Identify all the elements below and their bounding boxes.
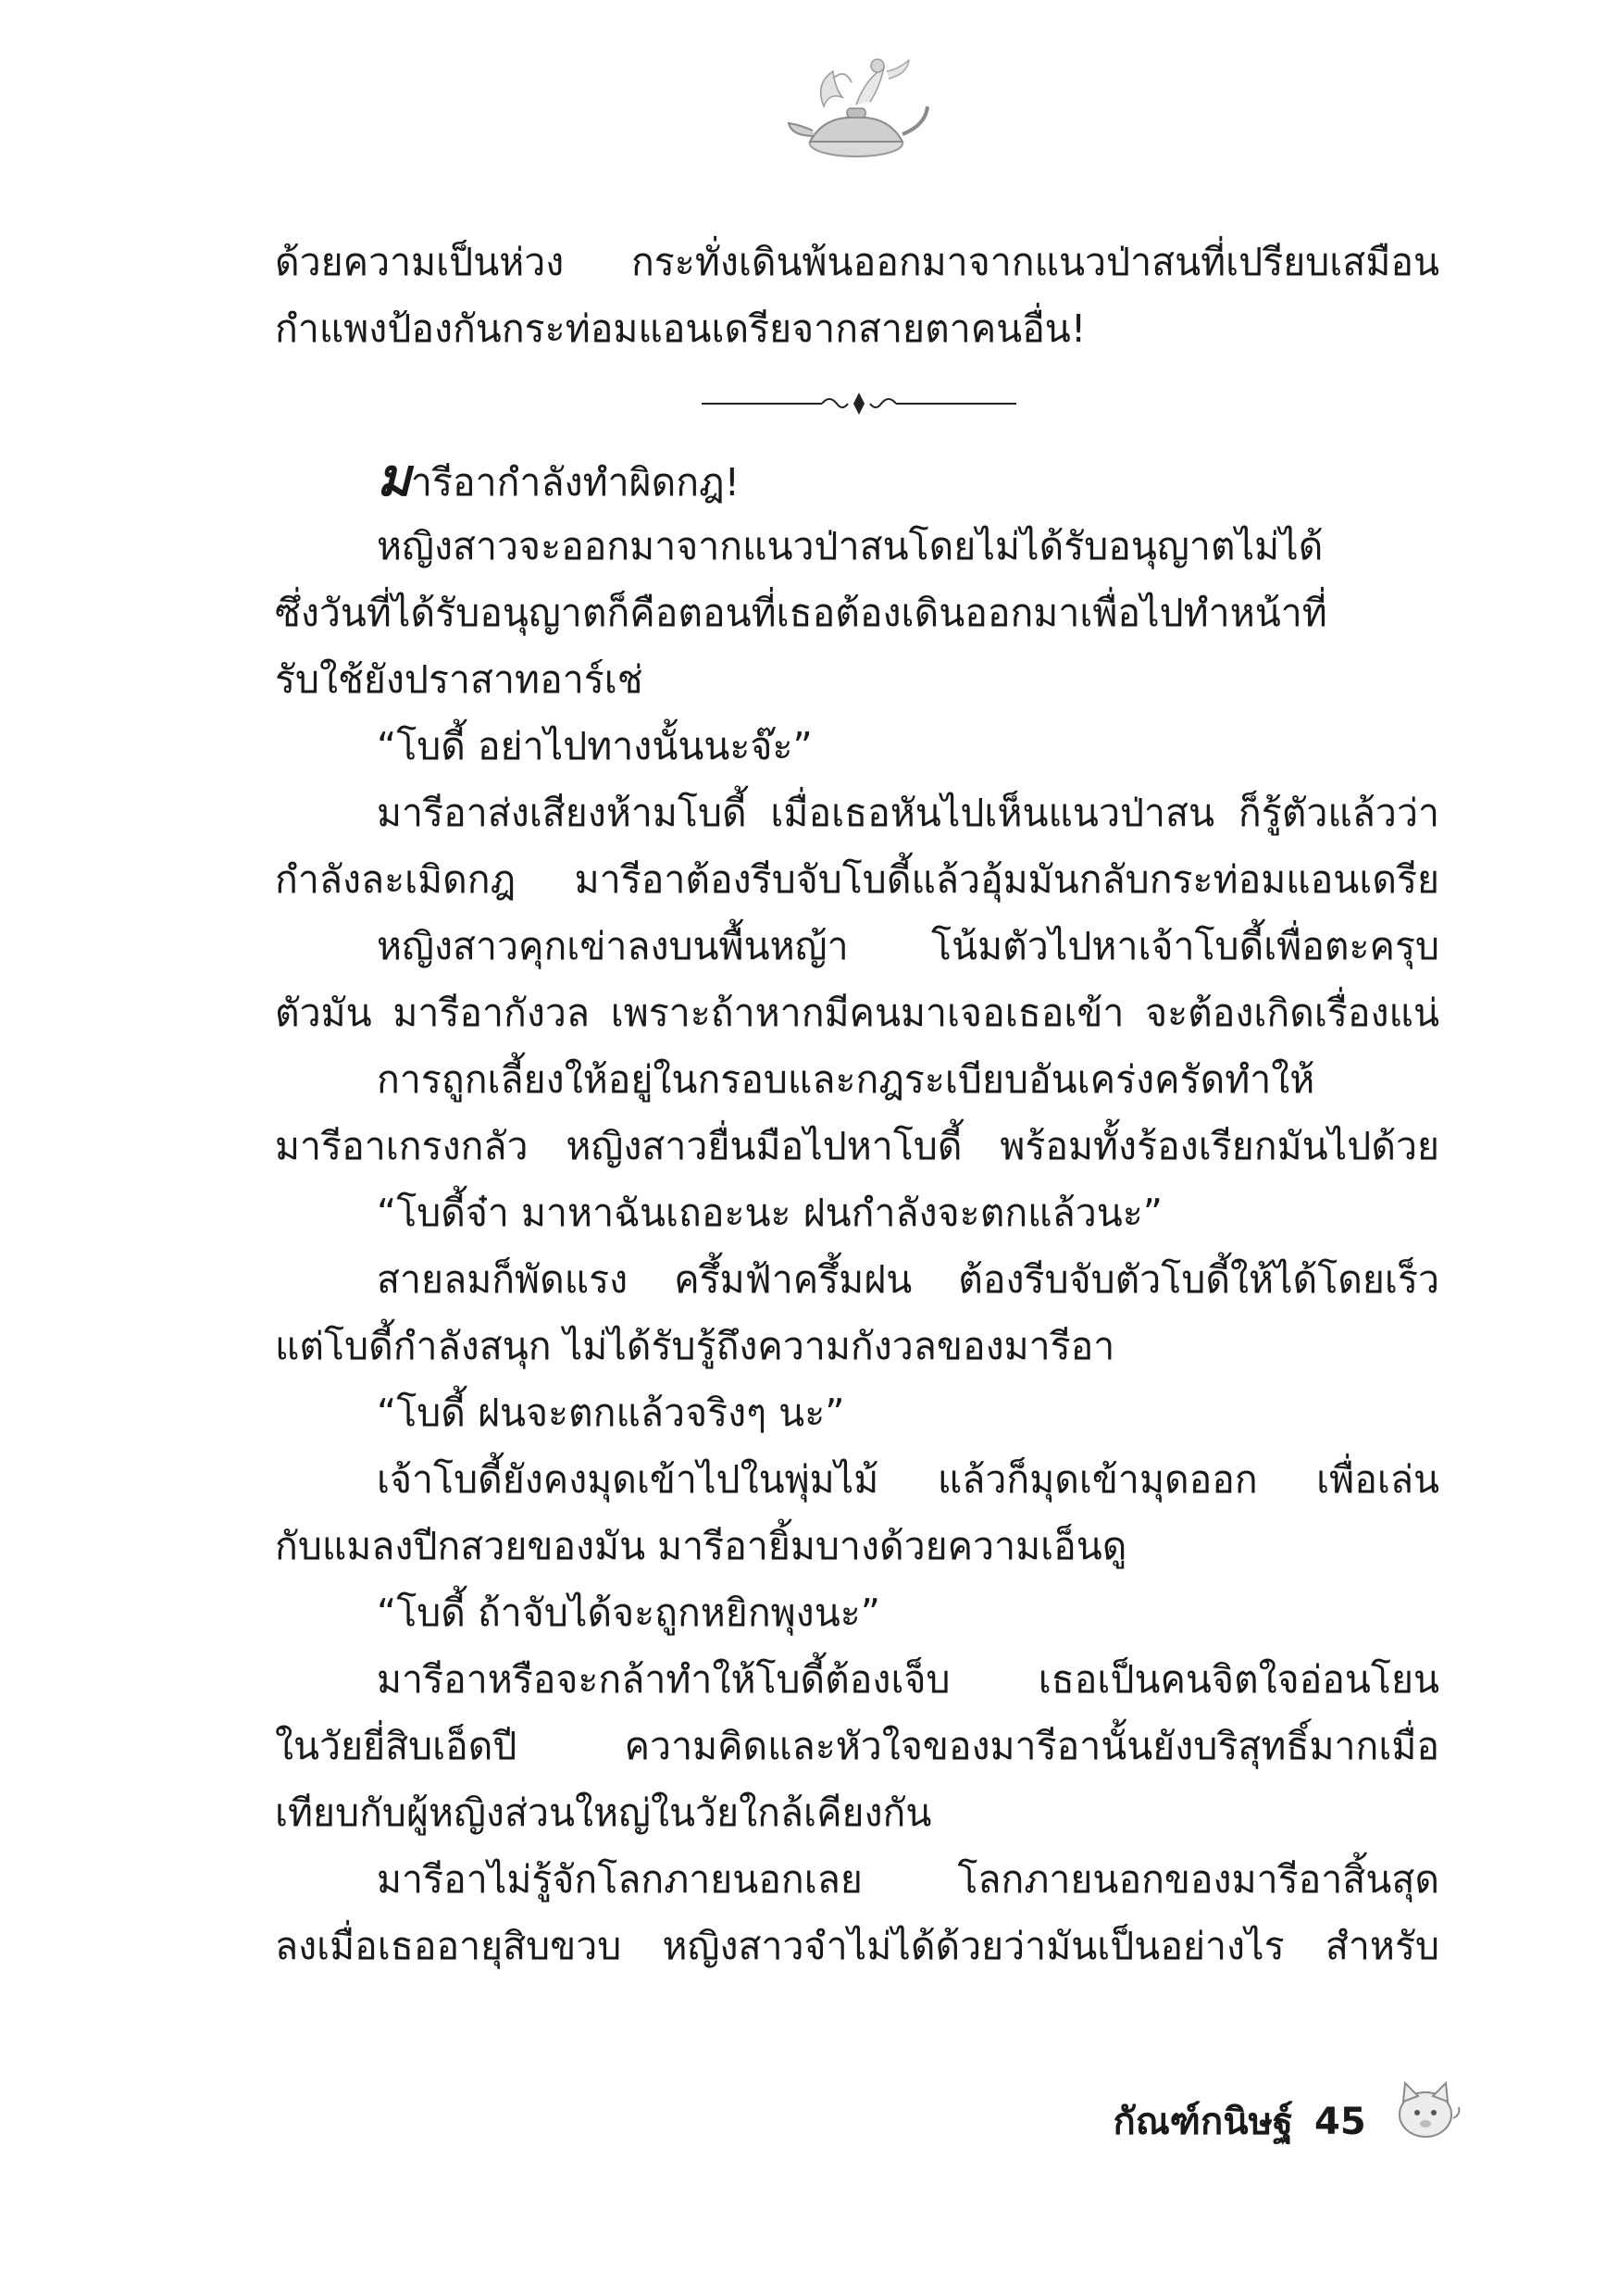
magic-lamp-ornament-icon	[768, 51, 935, 171]
text-line: ในวัยยี่สิบเอ็ดปี ความคิดและหัวใจของมารีอานั้นยังบริสุทธิ์มากเมื่อ	[275, 1724, 1439, 1768]
book-title-footer: กัณฑ์กนิษฐ์	[1113, 2101, 1293, 2143]
text-line: มารีอาหรือจะกล้าทำให้โบดี้ต้องเจ็บ เธอเป็นคนจิตใจอ่อนโยน	[377, 1657, 1439, 1702]
text-line: เทียบกับผู้หญิงส่วนใหญ่ในวัยใกล้เคียงกัน	[275, 1791, 932, 1835]
text-line: ด้วยความเป็นห่วง กระทั่งเดินพ้นออกมาจากแนวป่าสนที่เปรียบเสมือน	[275, 240, 1439, 284]
page-number: 45	[1314, 2101, 1366, 2143]
text-line: มารีอาส่งเสียงห้ามโบดี้ เมื่อเธอหันไปเห็นแนวป่าสน ก็รู้ตัวแล้วว่า	[377, 791, 1439, 835]
text-line: ลงเมื่อเธออายุสิบขวบ หญิงสาวจำไม่ได้ด้วยว่ามันเป็นอย่างไร สำหรับ	[275, 1924, 1439, 1968]
text-line: กับแมลงปีกสวยของมัน มารีอายิ้มบางด้วยความเอ็นดู	[275, 1524, 1127, 1568]
text-line: กำแพงป้องกันกระท่อมแอนเดรียจากสายตาคนอื่น!	[275, 306, 1087, 351]
section-divider-ornament	[702, 385, 1016, 422]
text-line: กำลังละเมิดกฎ มารีอาต้องรีบจับโบดี้แล้วอุ้มมันกลับกระท่อมแอนเดรีย	[275, 857, 1439, 902]
text-line: “โบดี้ ฝนจะตกแล้วจริงๆ นะ”	[377, 1391, 845, 1435]
text-line: มารีอาเกรงกลัว หญิงสาวยื่นมือไปหาโบดี้ พร้อมทั้งร้องเรียกมันไปด้วย	[275, 1124, 1439, 1168]
text-line: มารีอาไม่รู้จักโลกภายนอกเลย โลกภายนอกของมารีอาสิ้นสุด	[377, 1857, 1439, 1902]
chapter-opening-line	[275, 446, 1439, 511]
text-line: “โบดี้ อย่าไปทางนั้นนะจ๊ะ”	[377, 724, 813, 768]
text-line: “โบดี้จ๋า มาหาฉันเถอะนะ ฝนกำลังจะตกแล้วนะ”	[377, 1191, 1164, 1235]
text-line: หญิงสาวจะออกมาจากแนวป่าสนโดยไม่ได้รับอนุญาตไม่ได้	[377, 524, 1324, 568]
text-line: ซึ่งวันที่ได้รับอนุญาตก็คือตอนที่เธอต้องเดินออกมาเพื่อไปทำหน้าที่	[275, 591, 1327, 635]
text-line: “โบดี้ ถ้าจับได้จะถูกหยิกพุงนะ”	[377, 1591, 880, 1635]
text-line: เจ้าโบดี้ยังคงมุดเข้าไปในพุ่มไม้ แล้วก็มุดเข้ามุดออก เพื่อเล่น	[377, 1457, 1439, 1502]
cat-mascot-icon	[1388, 2072, 1462, 2146]
text-line: การถูกเลี้ยงให้อยู่ในกรอบและกฎระเบียบอันเคร่งครัดทำให้	[377, 1057, 1315, 1102]
drop-cap: ม	[377, 448, 411, 508]
text-line: หญิงสาวคุกเข่าลงบนพื้นหญ้า โน้มตัวไปหาเจ้าโบดี้เพื่อตะครุบ	[377, 924, 1439, 968]
text-line: แต่โบดี้กำลังสนุก ไม่ได้รับรู้ถึงความกังวลของมารีอา	[275, 1324, 1115, 1368]
text-line: รับใช้ยังปราสาทอาร์เช่	[275, 657, 643, 702]
text-line: สายลมก็พัดแรง ครึ้มฟ้าครึ้มฝน ต้องรีบจับตัวโบดี้ให้ได้โดยเร็ว	[377, 1257, 1439, 1302]
opening-line-text: ารีอากำลังทำผิดกฎ!	[410, 460, 741, 505]
text-line: ตัวมัน มารีอากังวล เพราะถ้าหากมีคนมาเจอเธอเข้า จะต้องเกิดเรื่องแน่	[275, 991, 1439, 1035]
